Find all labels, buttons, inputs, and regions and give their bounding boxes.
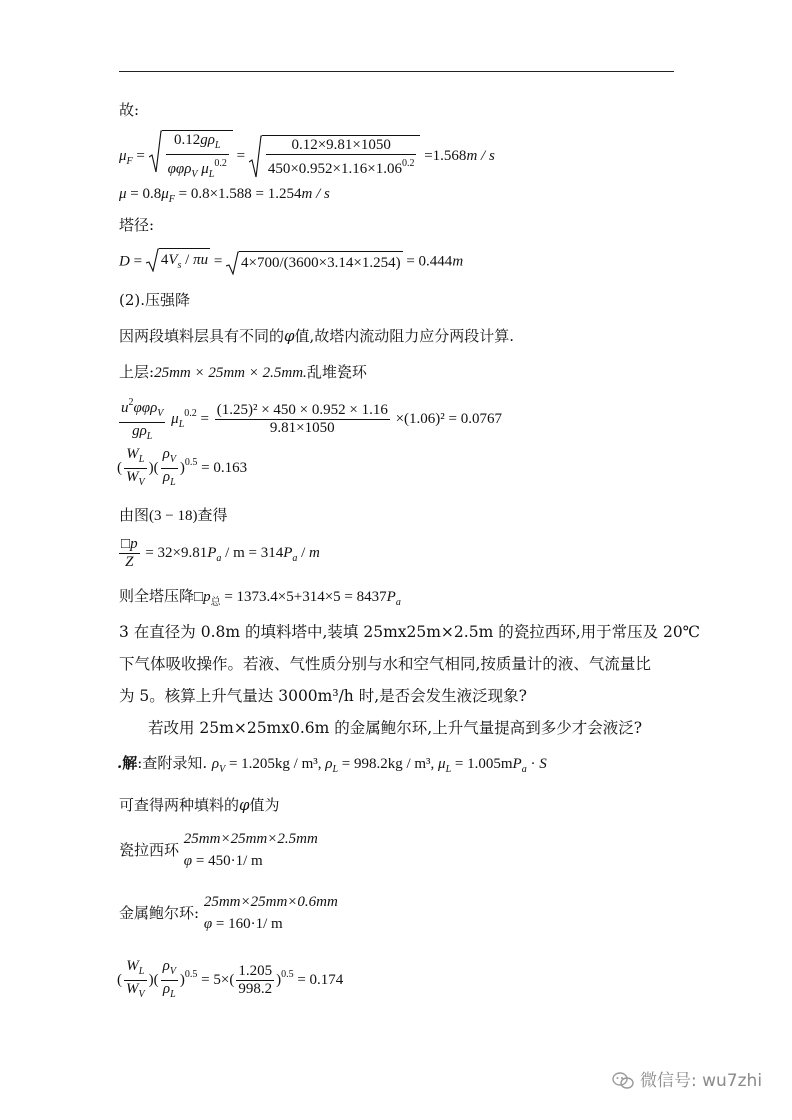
- section-pressure-drop: (2).压强降: [119, 291, 191, 309]
- solution-line: .解:查附录知. $\rho_V = 1.205kg / m^3$, $\rho_L = 998.2kg / m^3$, $\mu_L = 1.005mP_a \cdot S$: [117, 754, 547, 775]
- wechat-watermark: 微信号: wu7zhi: [612, 1066, 762, 1091]
- equation-abscissa: ( $\frac{W_L}{W_V}$ )( $\frac{\rho_V}{\rho_L}$ )$^{0.5}$ = 0.163: [117, 446, 248, 488]
- metal-ring-block: 金属鲍尔环: 25mm×25mm×0.6mm φ = 160·1/ m: [119, 894, 338, 932]
- ceramic-ring-block: 瓷拉西环 25mm×25mm×2.5mm φ = 450·1/ m: [119, 831, 318, 869]
- problem3-line1: 3 在直径为 0.8m 的填料塔中,装填 25mx25m×2.5m 的瓷拉西环,用于常压及 20℃: [119, 623, 701, 641]
- total-pressure-drop: 则全塔压降$□p_总 = 1373.4\times 5+314\times 5 = 8437P_a$: [119, 587, 401, 608]
- equation-pressure-gradient: $\frac{□p}{Z}$ = $32\times 9.81P_a / m = 314P_a / m$: [121, 536, 320, 570]
- phi-values-line: 可查得两种填料的φ值为: [119, 796, 280, 814]
- upper-layer-line: 上层:25mm × 25mm × 2.5mm.乱堆瓷环: [119, 363, 367, 381]
- equation-ordinate: $\frac{u^2\varphi\varphi\rho_V}{g\rho_L}$ $\mu_L^{0.2}$ = $\frac{\text{(1.25)² × 450 × 0.952 × 1.16}}{9.81\times 1050}$ ×(1.06)² = 0.0767: [117, 394, 502, 445]
- equation-abscissa-2: ( $\frac{W_L}{W_V}$ )( $\frac{\rho_V}{\rho_L}$ )$^{0.5}$ = 5×( $\frac{1.205}{998.2}$ )$^{0.5}$ = 0.174: [117, 958, 344, 1000]
- problem3-line2: 下气体吸收操作。若液、气性质分别与水和空气相同,按质量计的液、气流量比: [119, 655, 651, 673]
- label-tajing: 塔径:: [119, 216, 155, 234]
- explanation-text: 因两段填料层具有不同的φ值,故塔内流动阻力应分两段计算.: [119, 327, 515, 345]
- solution-label: 解: [122, 754, 138, 772]
- equation-diameter: D = $4V_s$ / πu = 4×700/(3600×3.14×1.254) = 0.444m: [119, 248, 463, 276]
- problem3-line4: 若改用 25m×25mx0.6m 的金属鲍尔环,上升气量提高到多少才会液泛?: [148, 719, 643, 737]
- equation-operating-velocity: $\mu = 0.8\mu_F = 0.8\times 1.588 = 1.254m / s$: [119, 186, 330, 205]
- chart-reference: 由图(3 − 18)查得: [119, 506, 228, 524]
- problem3-line3: 为 5。核算上升气量达 3000m³/h 时,是否会发生液泛现象?: [119, 687, 527, 705]
- equation-flooding-velocity: $\mu_F$ = $\frac{0.12g\rho_L}{\varphi\varphi\rho_V \mu_L^{0.2}}$ = $\frac{0.12\times 9.81\times 1050}{450\times 0.952\times 1.16\times 1.06^{0.2}}$ =1.568m / s: [119, 130, 495, 183]
- wechat-icon: [612, 1071, 634, 1091]
- label-gu: 故:: [119, 101, 140, 119]
- header-rule: [119, 71, 674, 72]
